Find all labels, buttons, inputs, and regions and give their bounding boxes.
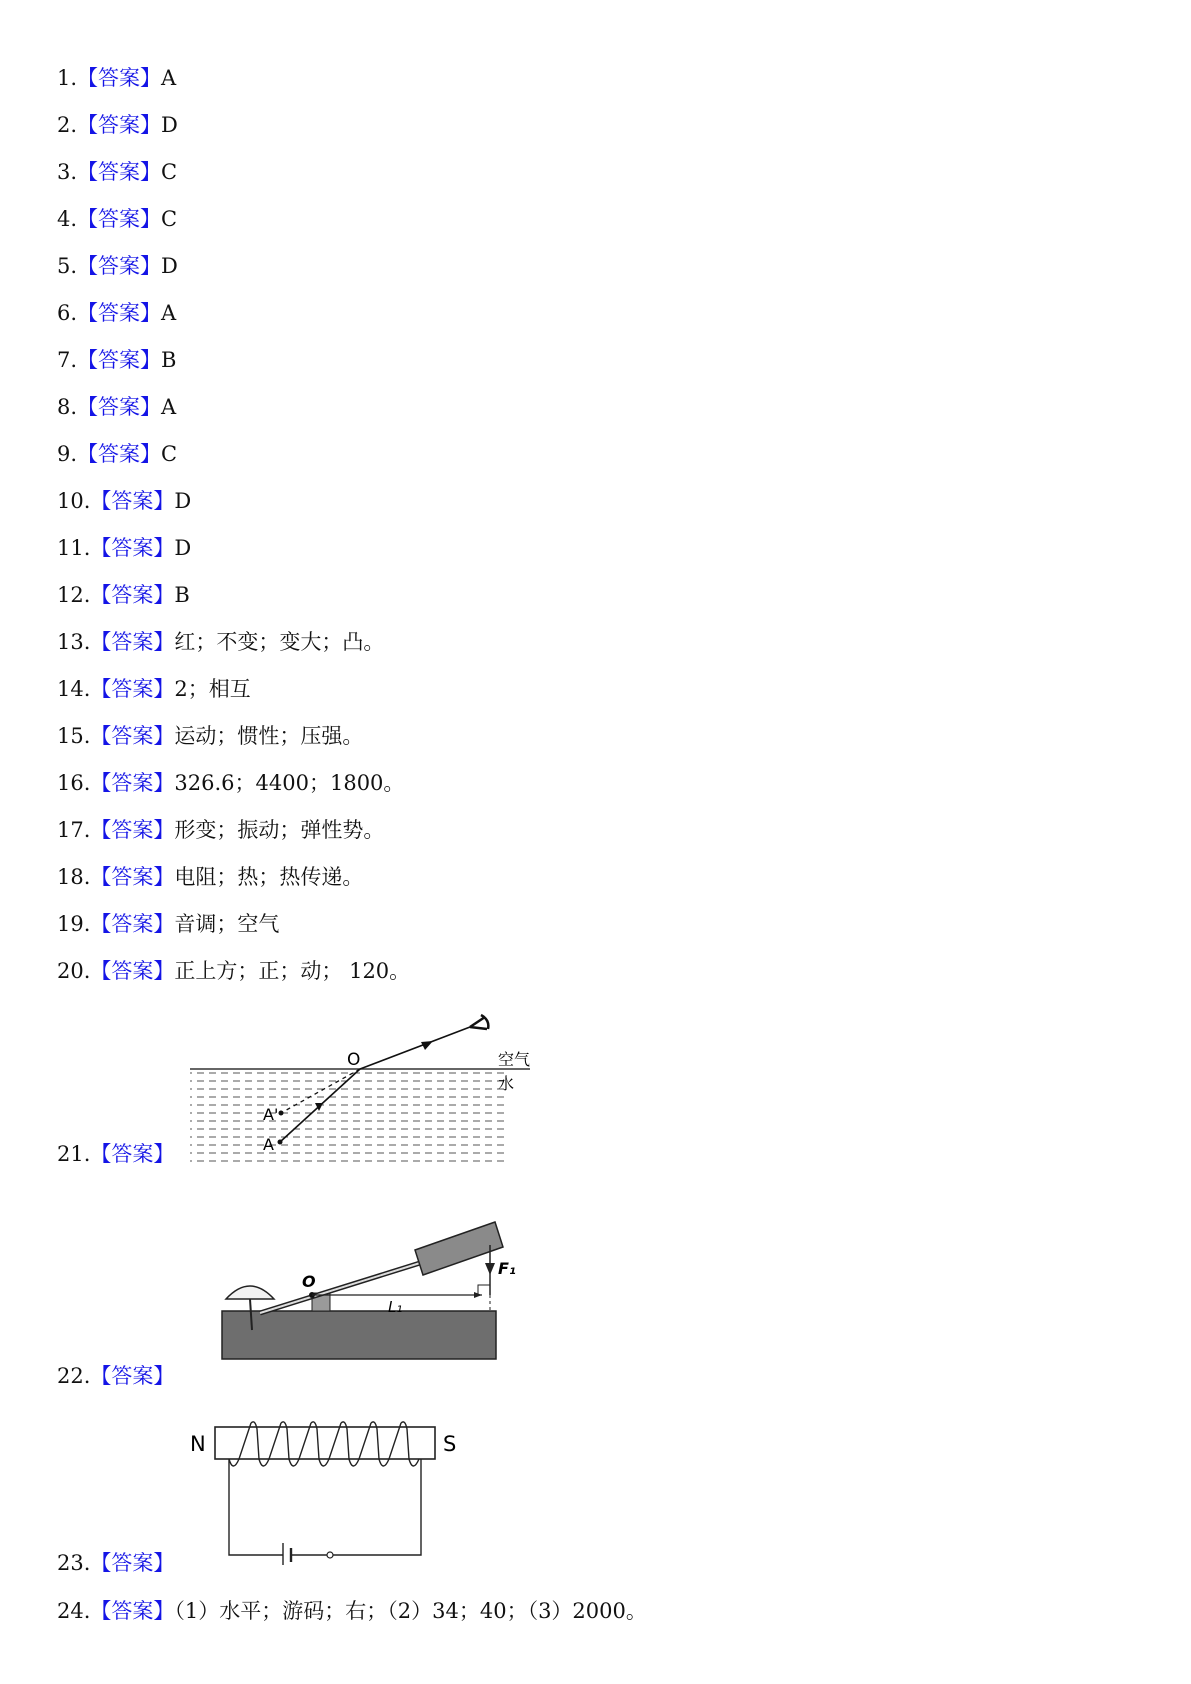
answer-row xyxy=(57,159,177,185)
answer-row xyxy=(57,676,251,702)
question-number: 11. xyxy=(57,536,91,560)
answer-tag: 【答案】 xyxy=(90,630,175,654)
question-number: 24. xyxy=(57,1599,91,1623)
answer-text: D xyxy=(174,489,192,513)
answer-row xyxy=(57,629,384,655)
answer-text: B xyxy=(174,583,190,607)
object-label: A xyxy=(263,1135,274,1154)
answer-text: （1）水平；游码；右；（2）34；40；（3）2000。 xyxy=(174,1599,647,1623)
answer-tag: 【答案】 xyxy=(90,1364,175,1388)
question-number: 5. xyxy=(57,254,78,278)
answer-tag: 【答案】 xyxy=(90,818,175,842)
question-number: 23. xyxy=(57,1551,91,1575)
question-number: 1. xyxy=(57,66,78,90)
question-number: 16. xyxy=(57,771,91,795)
answer-tag: 【答案】 xyxy=(90,677,175,701)
answer-row xyxy=(57,723,363,749)
force-f1-label: F₁ xyxy=(498,1259,516,1278)
answer-tag: 【答案】 xyxy=(90,959,175,983)
answer-row xyxy=(57,65,176,91)
answer-tag: 【答案】 xyxy=(77,254,162,278)
lever-diagram xyxy=(220,1215,530,1365)
question-number: 15. xyxy=(57,724,91,748)
answer-tag: 【答案】 xyxy=(90,489,175,513)
question-number: 3. xyxy=(57,160,78,184)
answer-text: D xyxy=(174,536,192,560)
answer-text: C xyxy=(161,160,178,184)
answer-row xyxy=(57,441,177,467)
answer-row xyxy=(57,1550,174,1576)
answer-row xyxy=(57,817,384,843)
question-number: 8. xyxy=(57,395,78,419)
answer-text: A xyxy=(161,301,177,325)
answer-text: C xyxy=(161,207,178,231)
ray-arrow-icon xyxy=(421,1041,433,1050)
answer-row xyxy=(57,394,176,420)
answer-row xyxy=(57,206,177,232)
answer-row xyxy=(57,535,191,561)
wood-block xyxy=(222,1311,496,1359)
answer-row xyxy=(57,911,279,937)
air-label: 空气 xyxy=(498,1050,531,1069)
force-arrow-icon xyxy=(485,1263,495,1275)
arm-l1-label: L₁ xyxy=(388,1298,403,1316)
answer-row xyxy=(57,864,363,890)
answer-tag: 【答案】 xyxy=(90,912,175,936)
answer-tag: 【答案】 xyxy=(77,301,162,325)
answer-text: A xyxy=(161,395,177,419)
question-number: 22. xyxy=(57,1364,91,1388)
answer-row xyxy=(57,112,178,138)
refraction-diagram xyxy=(185,1005,545,1165)
point-o-label: O xyxy=(347,1050,361,1070)
answer-tag: 【答案】 xyxy=(90,583,175,607)
answer-text: 形变；振动；弹性势。 xyxy=(174,818,385,842)
answer-row xyxy=(57,1141,174,1167)
answer-tag: 【答案】 xyxy=(77,442,162,466)
north-pole-label: N xyxy=(190,1432,206,1456)
question-number: 10. xyxy=(57,489,91,513)
answer-text: B xyxy=(161,348,177,372)
answer-tag: 【答案】 xyxy=(90,1142,175,1166)
answer-tag: 【答案】 xyxy=(77,207,162,231)
refracted-ray xyxy=(360,1027,470,1069)
question-number: 6. xyxy=(57,301,78,325)
answer-tag: 【答案】 xyxy=(90,865,175,889)
answer-row xyxy=(57,1363,174,1389)
answer-text: 音调；空气 xyxy=(174,912,280,936)
answer-row xyxy=(57,347,176,373)
answer-tag: 【答案】 xyxy=(77,113,162,137)
switch-contact xyxy=(327,1552,333,1558)
answer-row xyxy=(57,582,190,608)
answer-text: D xyxy=(161,113,178,137)
answer-text: 正上方；正；动； 120。 xyxy=(174,959,411,983)
answer-row xyxy=(57,488,191,514)
object-point xyxy=(278,1140,283,1145)
answer-row xyxy=(57,253,178,279)
image-label: A' xyxy=(263,1105,279,1124)
question-number: 2. xyxy=(57,113,78,137)
answer-row xyxy=(57,958,410,984)
question-number: 13. xyxy=(57,630,91,654)
answer-text: 运动；惯性；压强。 xyxy=(174,724,364,748)
question-number: 17. xyxy=(57,818,91,842)
question-number: 18. xyxy=(57,865,91,889)
answer-row xyxy=(57,1598,647,1624)
answer-text: D xyxy=(161,254,178,278)
nail-head-icon xyxy=(226,1286,274,1299)
question-number: 7. xyxy=(57,348,78,372)
south-pole-label: S xyxy=(443,1432,457,1456)
answer-text: 红；不变；变大；凸。 xyxy=(174,630,385,654)
water-label: 水 xyxy=(498,1074,515,1093)
question-number: 9. xyxy=(57,442,78,466)
answer-tag: 【答案】 xyxy=(90,771,175,795)
question-number: 4. xyxy=(57,207,78,231)
answer-tag: 【答案】 xyxy=(77,66,162,90)
answer-text: 电阻；热；热传递。 xyxy=(174,865,364,889)
solenoid-diagram xyxy=(185,1415,465,1565)
question-number: 12. xyxy=(57,583,91,607)
right-angle-marker xyxy=(478,1285,490,1295)
answer-tag: 【答案】 xyxy=(77,160,162,184)
answer-row xyxy=(57,770,404,796)
circuit-wire-left xyxy=(229,1459,283,1555)
question-number: 20. xyxy=(57,959,91,983)
question-number: 21. xyxy=(57,1142,91,1166)
answer-tag: 【答案】 xyxy=(90,536,175,560)
circuit-wire-right xyxy=(355,1459,421,1555)
answer-text: C xyxy=(161,442,178,466)
answer-row xyxy=(57,300,176,326)
pivot-o-label: O xyxy=(302,1272,316,1291)
answer-text: 2；相互 xyxy=(174,677,251,701)
answer-text: A xyxy=(161,66,177,90)
image-point xyxy=(279,1111,284,1116)
answer-tag: 【答案】 xyxy=(90,724,175,748)
question-number: 19. xyxy=(57,912,91,936)
eye-icon xyxy=(470,1015,488,1029)
water-region xyxy=(190,1069,505,1165)
question-number: 14. xyxy=(57,677,91,701)
answer-tag: 【答案】 xyxy=(90,1599,175,1623)
answer-tag: 【答案】 xyxy=(77,395,162,419)
answer-text: 326.6；4400；1800。 xyxy=(174,771,405,795)
answer-tag: 【答案】 xyxy=(90,1551,175,1575)
answer-tag: 【答案】 xyxy=(77,348,162,372)
